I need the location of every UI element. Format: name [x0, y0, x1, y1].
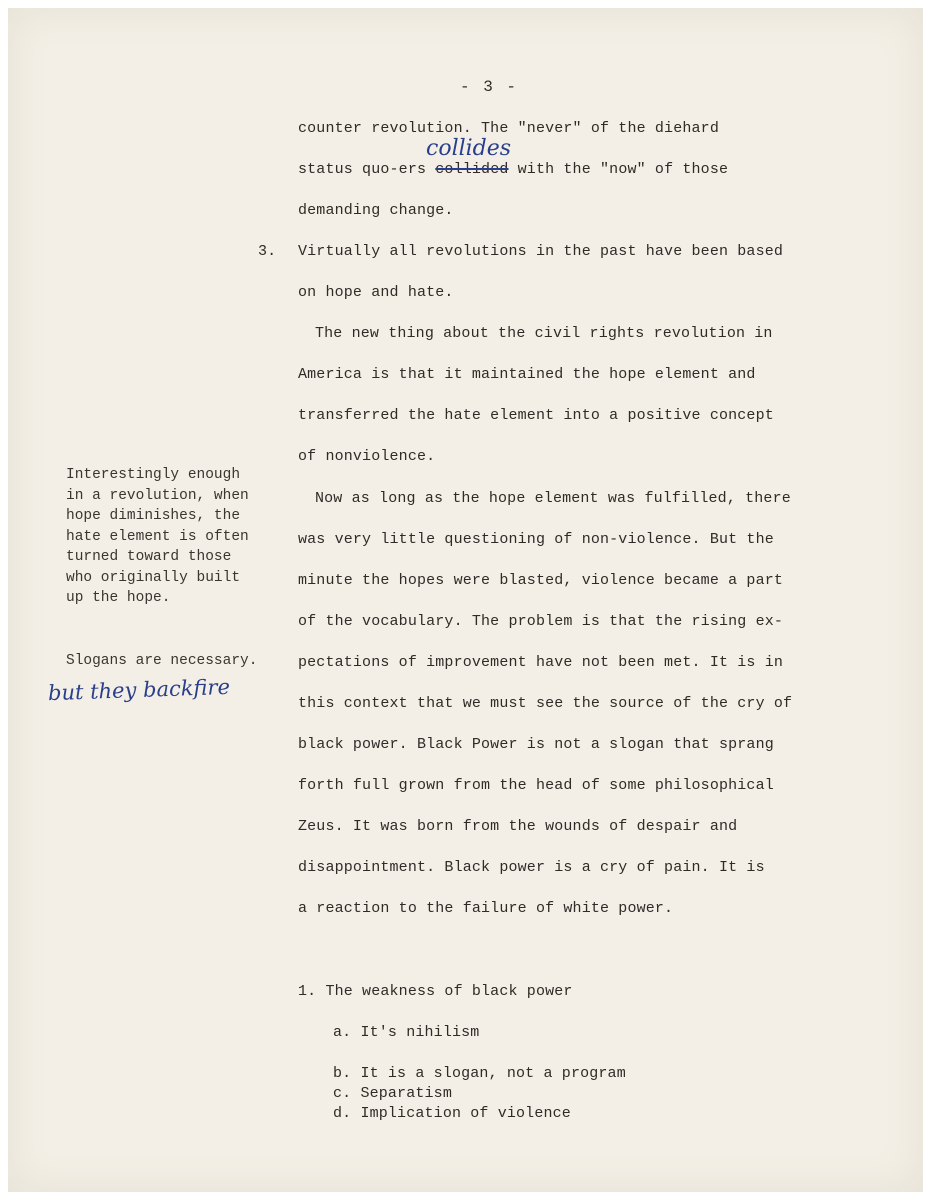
body-line: demanding change.	[298, 202, 454, 219]
body-line: on hope and hate.	[298, 284, 454, 301]
body-line: Virtually all revolutions in the past have been based	[298, 243, 784, 260]
body-line: black power. Black Power is not a slogan that sprang	[298, 736, 774, 753]
struck-word: collided	[435, 161, 509, 178]
body-line: of nonviolence.	[298, 448, 436, 465]
outline-item: a. It's nihilism	[333, 1024, 480, 1041]
body-line-pre: status quo-ers	[298, 161, 436, 178]
margin-note-line: Interestingly enough	[66, 467, 241, 483]
body-line: this context that we must see the source of the cry of	[298, 695, 793, 712]
outline-heading: 1. The weakness of black power	[298, 983, 573, 1000]
body-line-post: with the "now" of those	[508, 161, 729, 178]
margin-note-line: hate element is often	[66, 528, 249, 545]
body-line: was very little questioning of non-violence. But the	[298, 531, 774, 548]
body-line: America is that it maintained the hope element and	[298, 366, 756, 383]
outline-item: b. It is a slogan, not a program	[333, 1065, 626, 1082]
body-line: minute the hopes were blasted, violence became a part	[298, 572, 784, 589]
margin-note-line: hope diminishes, the	[66, 508, 241, 524]
margin-note-line: in a revolution, when	[66, 487, 249, 504]
body-line: Now as long as the hope element was fulfilled, there	[315, 490, 791, 507]
body-line: Zeus. It was born from the wounds of despair and	[298, 818, 738, 835]
body-line	[298, 161, 728, 178]
handwritten-note: but they backfire	[47, 674, 231, 706]
margin-note-line: turned toward those	[66, 549, 232, 565]
item-number: 3.	[258, 243, 277, 260]
body-line: disappointment. Black power is a cry of pain. It is	[298, 859, 765, 876]
body-line: forth full grown from the head of some philosophical	[298, 777, 774, 794]
page-number: - 3 -	[460, 78, 519, 96]
outline-item: d. Implication of violence	[333, 1105, 571, 1122]
handwritten-insert: collides	[426, 136, 512, 161]
margin-note-slogans: Slogans are necessary.	[66, 653, 258, 669]
body-line: The new thing about the civil rights revolution in	[315, 325, 773, 342]
body-line: pectations of improvement have not been met. It is in	[298, 654, 784, 671]
margin-note-line: up the hope.	[66, 590, 171, 606]
margin-note-line: who originally built	[66, 569, 241, 586]
body-line: a reaction to the failure of white power.	[298, 900, 674, 917]
outline-item: c. Separatism	[333, 1085, 452, 1102]
body-line: transferred the hate element into a positive concept	[298, 407, 774, 424]
margin-note-revolution	[66, 465, 249, 609]
body-line: counter revolution. The "never" of the diehard	[298, 120, 719, 137]
document-page	[8, 8, 923, 1192]
body-line: of the vocabulary. The problem is that the rising ex-	[298, 613, 784, 630]
